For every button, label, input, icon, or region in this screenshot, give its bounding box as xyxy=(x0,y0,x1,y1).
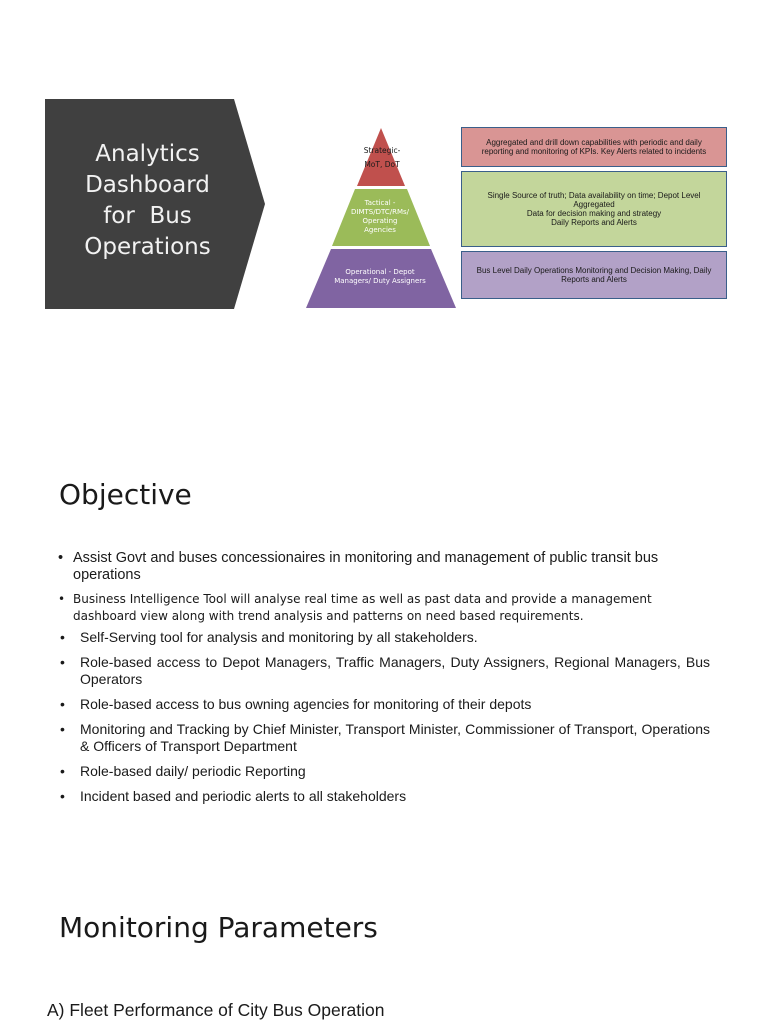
list-item-text: Incident based and periodic alerts to all stakeholders xyxy=(80,788,407,804)
pyramid-label-line: DIMTS/DTC/RMs/ xyxy=(351,208,409,216)
title-line: Operations xyxy=(84,234,211,260)
info-line: Aggregated and drill down capabilities with periodic and daily xyxy=(486,138,702,147)
bullet-icon: • xyxy=(60,721,65,737)
pyramid-label-line: Managers/ Duty Assigners xyxy=(334,277,426,285)
info-line: Bus Level Daily Operations Monitoring and Decision Making, Daily xyxy=(476,266,712,275)
bullet-icon: • xyxy=(58,550,64,566)
list-item xyxy=(58,550,710,584)
list-item xyxy=(58,763,710,780)
pyramid-label-line: Agencies xyxy=(364,226,396,234)
objective-list xyxy=(58,550,710,813)
list-item xyxy=(58,654,710,688)
list-item xyxy=(58,696,710,713)
list-item-text: Role-based access to bus owning agencies for monitoring of their depots xyxy=(80,696,532,712)
bullet-icon: • xyxy=(60,763,65,779)
list-item-text: Role-based daily/ periodic Reporting xyxy=(80,763,306,779)
info-line: Reports and Alerts xyxy=(561,275,627,284)
pyramid-label-line: MoT, DoT xyxy=(364,160,400,169)
info-box-strategic xyxy=(461,127,727,167)
info-box-operational xyxy=(461,251,727,299)
title-line: Dashboard xyxy=(85,172,210,198)
list-item xyxy=(58,788,710,805)
info-line: reporting and monitoring of KPIs. Key Alerts related to incidents xyxy=(481,147,707,156)
pyramid-label-strategic xyxy=(352,144,412,172)
title-line: Analytics xyxy=(95,141,200,167)
bullet-icon: • xyxy=(60,788,65,804)
pyramid-label-line: Operating xyxy=(362,217,398,225)
list-item-text: Assist Govt and buses concessionaires in monitoring and management of public transit bus operations xyxy=(73,550,659,583)
pyramid-label-tactical xyxy=(345,199,415,235)
title-text xyxy=(65,139,230,263)
info-box-tactical xyxy=(461,171,727,247)
bullet-icon: • xyxy=(60,696,65,712)
monitoring-heading: Monitoring Parameters xyxy=(59,911,378,944)
bullet-icon: • xyxy=(60,629,65,645)
fleet-performance-subheading: A) Fleet Performance of City Bus Operation xyxy=(47,1000,385,1020)
list-item xyxy=(58,721,710,755)
title-line: for Bus xyxy=(103,203,192,229)
info-line: Data for decision making and strategy xyxy=(526,209,662,218)
pyramid-label-line: Tactical - xyxy=(364,199,396,207)
bullet-icon: • xyxy=(58,592,66,606)
list-item-text: Role-based access to Depot Managers, Traffic Managers, Duty Assigners, Regional Managers, Bus Operators xyxy=(80,654,710,687)
pyramid-label-line: Strategic- xyxy=(363,146,401,155)
pyramid-label-line: Operational - Depot xyxy=(345,268,415,276)
info-line: Single Source of truth; Data availability on time; Depot Level Aggregated xyxy=(487,191,701,209)
title-banner xyxy=(45,99,265,309)
list-item-text: Monitoring and Tracking by Chief Minister, Transport Minister, Commissioner of Transport, Operations & Officers of Transport Department xyxy=(80,721,710,754)
list-item-text: Business Intelligence Tool will analyse real time as well as past data and provide a management dashboard view along with trend analysis and patterns on need based requirements. xyxy=(73,592,652,623)
list-item xyxy=(58,591,710,625)
list-item xyxy=(58,629,710,646)
info-line: Daily Reports and Alerts xyxy=(551,218,637,227)
list-item-text: Self-Serving tool for analysis and monitoring by all stakeholders. xyxy=(80,629,478,645)
bullet-icon: • xyxy=(60,654,65,670)
pyramid-label-operational xyxy=(330,268,430,286)
objective-heading: Objective xyxy=(59,478,192,511)
